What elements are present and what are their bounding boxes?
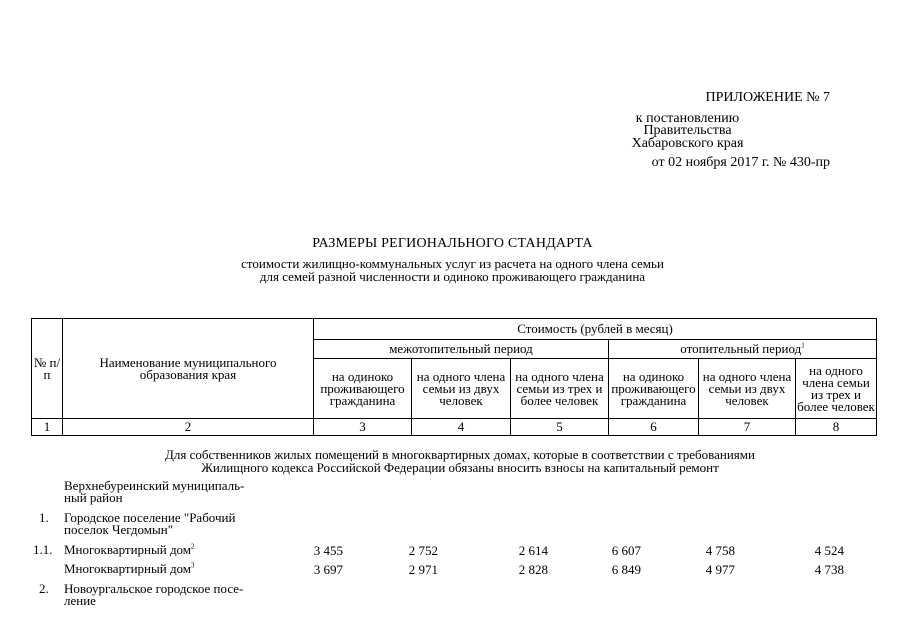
- column-number-2: 2: [63, 419, 314, 436]
- standards-table-header: [31, 318, 877, 436]
- column-header-period-1: межотопительный период: [314, 340, 609, 359]
- column-header-number: № п/п: [32, 319, 63, 419]
- column-number-4: 4: [412, 419, 511, 436]
- document-title: РАЗМЕРЫ РЕГИОНАЛЬНОГО СТАНДАРТА: [312, 236, 593, 251]
- row-1-name-1: Городское поселение "Рабочий: [64, 510, 236, 525]
- column-header-single-1: на одиноко проживающего гражданина: [314, 359, 412, 419]
- table-cell: 2 614: [518, 543, 548, 558]
- column-number-1: 1: [32, 419, 63, 436]
- column-header-two-1: на одного члена семьи из двух человек: [412, 359, 511, 419]
- annex-line-4: от 02 ноября 2017 г. № 430-пр: [651, 155, 830, 170]
- period-2-label: отопительный период: [680, 341, 802, 356]
- row-district-name-1: Верхнебуреинский муниципаль-: [64, 478, 245, 493]
- row-1-1b-footnote: 3: [191, 561, 195, 570]
- document-subtitle-1: стоимости жилищно-коммунальных услуг из расчета на одного члена семьи: [241, 256, 664, 271]
- section-note-line-2: Жилищного кодекса Российской Федерации обязаны вносить взносы на капитальный ремонт: [201, 460, 719, 475]
- row-1-name-2: поселок Чегдомын": [64, 522, 174, 537]
- period-2-footnote: 1: [801, 341, 805, 350]
- table-cell: 3 455: [313, 543, 343, 558]
- table-cell: 6 607: [611, 543, 641, 558]
- row-2-name-1: Новоургальское городское посе-: [64, 581, 244, 596]
- table-cell: 4 758: [705, 543, 735, 558]
- table-cell: 2 752: [408, 543, 438, 558]
- table-cell: 6 849: [611, 562, 641, 577]
- column-header-three-2: на одного члена семьи из трех и более человек: [796, 359, 877, 419]
- column-number-3: 3: [314, 419, 412, 436]
- row-2-number: 2.: [39, 581, 49, 596]
- row-1-1-name: [64, 544, 195, 556]
- row-1-1-footnote: 2: [191, 542, 195, 551]
- section-note-line-1: Для собственников жилых помещений в многоквартирных домах, которые в соответствии с требованиями: [165, 447, 755, 462]
- table-cell: 2 828: [518, 562, 548, 577]
- table-cell: 3 697: [313, 562, 343, 577]
- column-number-5: 5: [511, 419, 609, 436]
- table-cell: 4 977: [705, 562, 735, 577]
- column-header-three-1: на одного члена семьи из трех и более человек: [511, 359, 609, 419]
- table-cell: 4 738: [814, 562, 844, 577]
- annex-line-1: к постановлению: [635, 111, 740, 126]
- row-district-name-2: ный район: [64, 490, 123, 505]
- column-header-two-2: на одного члена семьи из двух человек: [699, 359, 796, 419]
- row-1-1b-name: [64, 563, 195, 575]
- row-1-number: 1.: [39, 510, 49, 525]
- column-number-8: 8: [796, 419, 877, 436]
- table-cell: 4 524: [814, 543, 844, 558]
- row-1-1b-label: Многоквартирный дом: [64, 561, 192, 576]
- annex-title: ПРИЛОЖЕНИЕ № 7: [705, 90, 830, 105]
- document-subtitle-2: для семей разной численности и одиноко проживающего гражданина: [259, 269, 646, 284]
- column-header-name: Наименование муниципального образования края: [63, 319, 314, 419]
- row-1-1-label: Многоквартирный дом: [64, 542, 192, 557]
- column-number-7: 7: [699, 419, 796, 436]
- column-header-cost: Стоимость (рублей в месяц): [314, 319, 877, 340]
- annex-line-3: Хабаровского края: [631, 136, 744, 151]
- row-2-name-2: ление: [64, 593, 96, 608]
- column-number-6: 6: [609, 419, 699, 436]
- table-cell: 2 971: [408, 562, 438, 577]
- row-1-1-number: 1.1.: [33, 542, 53, 557]
- annex-line-2: Правительства: [643, 123, 732, 138]
- column-header-single-2: на одиноко проживающего гражданина: [609, 359, 699, 419]
- column-header-period-2: [609, 340, 877, 359]
